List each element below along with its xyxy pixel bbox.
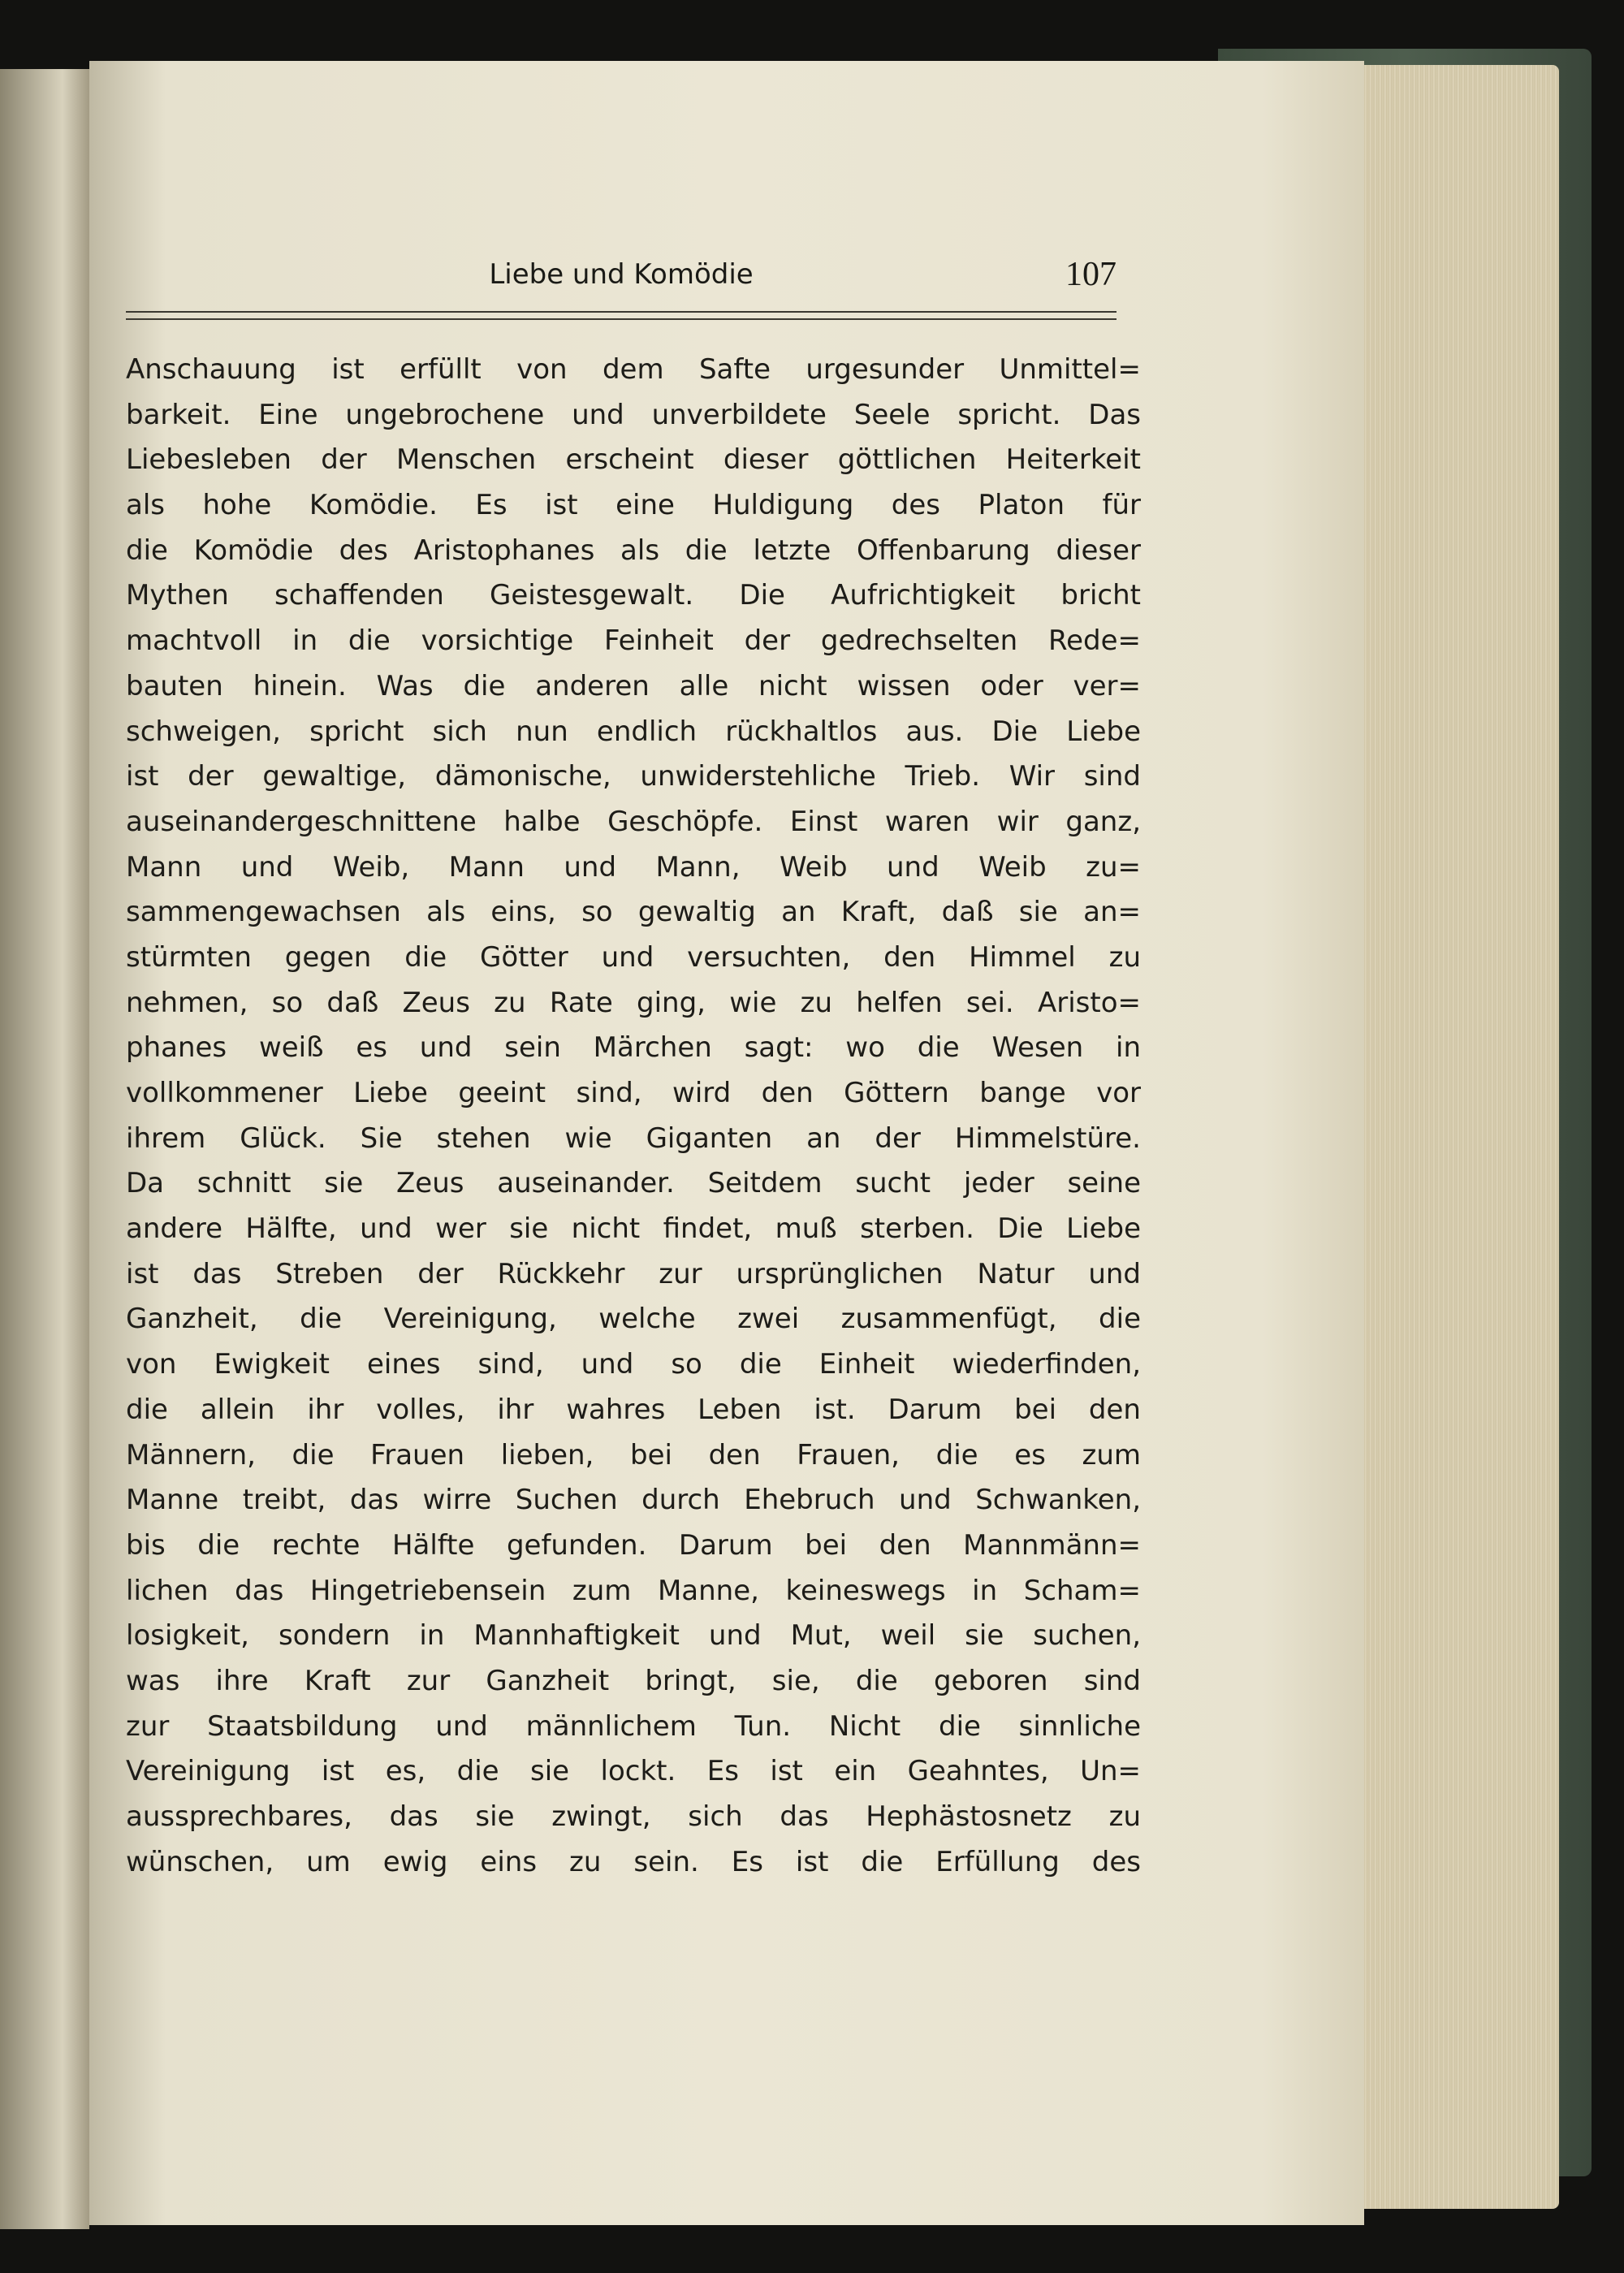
- text-line: von Ewigkeit eines sind, und so die Einheit wiederfinden,: [126, 1348, 1141, 1381]
- text-line: sammengewachsen als eins, so gewaltig an Kraft, daß sie an=: [126, 896, 1141, 929]
- text-line: schweigen, spricht sich nun endlich rückhaltlos aus. Die Liebe: [126, 715, 1141, 748]
- running-head-title: Liebe und Komödie: [489, 258, 754, 291]
- text-line: die allein ihr volles, ihr wahres Leben ist. Darum bei den: [126, 1393, 1141, 1426]
- text-line: nehmen, so daß Zeus zu Rate ging, wie zu helfen sei. Aristo=: [126, 986, 1141, 1019]
- header-rule: [126, 311, 1116, 320]
- running-head: [126, 258, 1116, 307]
- text-line: Mann und Weib, Mann und Mann, Weib und Weib zu=: [126, 850, 1141, 884]
- page-number: 107: [1065, 256, 1116, 293]
- text-line: Manne treibt, das wirre Suchen durch Ehebruch und Schwanken,: [126, 1484, 1141, 1517]
- text-line: Mythen schaffenden Geistesgewalt. Die Aufrichtigkeit bricht: [126, 579, 1141, 612]
- text-line: Anschauung ist erfüllt von dem Safte urgesunder Unmittel=: [126, 353, 1141, 386]
- text-line: auseinandergeschnittene halbe Geschöpfe. Einst waren wir ganz,: [126, 805, 1141, 838]
- text-line: bauten hinein. Was die anderen alle nicht wissen oder ver=: [126, 669, 1141, 702]
- text-line: ist das Streben der Rückkehr zur ursprünglichen Natur und: [126, 1257, 1141, 1290]
- text-line: Da schnitt sie Zeus auseinander. Seitdem sucht jeder seine: [126, 1167, 1141, 1200]
- text-line: Vereinigung ist es, die sie lockt. Es ist ein Geahntes, Un=: [126, 1755, 1141, 1788]
- text-line: bis die rechte Hälfte gefunden. Darum bei den Mannmänn=: [126, 1528, 1141, 1562]
- text-line: lichen das Hingetriebensein zum Manne, keineswegs in Scham=: [126, 1574, 1141, 1607]
- text-line: als hohe Komödie. Es ist eine Huldigung des Platon für: [126, 489, 1141, 522]
- text-line: zur Staatsbildung und männlichem Tun. Nicht die sinnliche: [126, 1709, 1141, 1743]
- text-line: ihrem Glück. Sie stehen wie Giganten an der Himmelstüre.: [126, 1121, 1141, 1155]
- text-line: machtvoll in die vorsichtige Feinheit der gedrechselten Rede=: [126, 624, 1141, 658]
- text-line: wünschen, um ewig eins zu sein. Es ist die Erfüllung des: [126, 1845, 1141, 1878]
- text-line: barkeit. Eine ungebrochene und unverbildete Seele spricht. Das: [126, 398, 1141, 431]
- text-line: ist der gewaltige, dämonische, unwiderstehliche Trieb. Wir sind: [126, 760, 1141, 793]
- text-line: losigkeit, sondern in Mannhaftigkeit und Mut, weil sie suchen,: [126, 1619, 1141, 1653]
- text-line: phanes weiß es und sein Märchen sagt: wo die Wesen in: [126, 1031, 1141, 1065]
- text-line: die Komödie des Aristophanes als die letzte Offenbarung dieser: [126, 534, 1141, 567]
- previous-page-edge: [0, 69, 89, 2229]
- text-line: Männern, die Frauen lieben, bei den Frauen, die es zum: [126, 1438, 1141, 1471]
- text-line: stürmten gegen die Götter und versuchten, den Himmel zu: [126, 940, 1141, 974]
- text-line: vollkommener Liebe geeint sind, wird den Göttern bange vor: [126, 1077, 1141, 1109]
- body-text: [126, 348, 1141, 1885]
- page-edges: [1358, 65, 1559, 2209]
- text-line: Liebesleben der Menschen erscheint dieser göttlichen Heiterkeit: [126, 443, 1141, 477]
- text-line: Ganzheit, die Vereinigung, welche zwei zusammenfügt, die: [126, 1303, 1141, 1336]
- text-line: aussprechbares, das sie zwingt, sich das Hephästosnetz zu: [126, 1800, 1141, 1833]
- text-line: andere Hälfte, und wer sie nicht findet, muß sterben. Die Liebe: [126, 1212, 1141, 1246]
- text-line: was ihre Kraft zur Ganzheit bringt, sie, die geboren sind: [126, 1664, 1141, 1697]
